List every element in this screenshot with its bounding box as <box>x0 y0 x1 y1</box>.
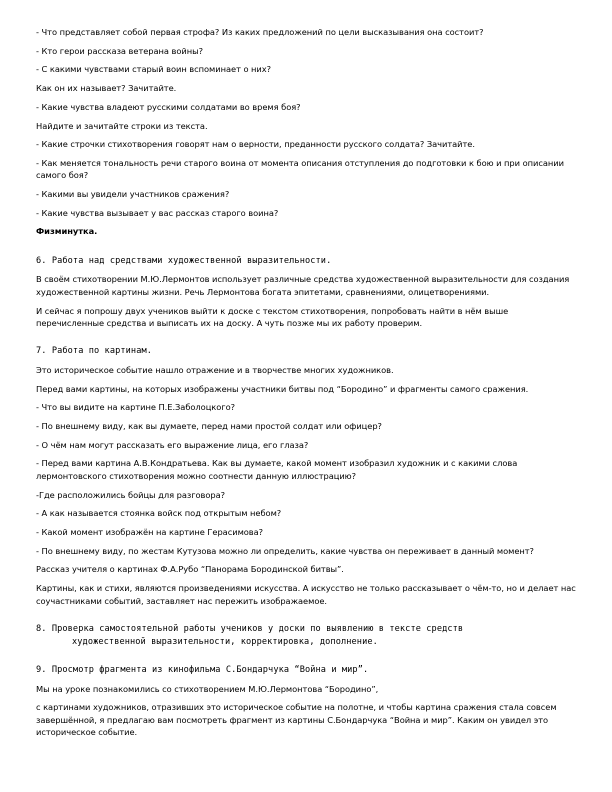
document-page <box>36 26 576 745</box>
fizminutka-label: Физминутка. <box>36 226 98 237</box>
section-6-paragraph: И сейчас я попрошу двух учеников выйти к доске с текстом стихотворения, попробовать найти в нём выше перечисленные средства и выписать их на доску. А чуть позже мы их работу проверим. <box>36 305 509 328</box>
section-7-paragraph: Это историческое событие нашло отражение и в творчестве многих художников. <box>36 364 394 375</box>
section-9-paragraph: с картинами художников, отразивших это историческое событие на полотне, и чтобы картина сражения стала совсем завершённой, я предлагаю вам посмотреть фрагмент из картины С.Бондарчука “Война и мир”. Каким он увидел это историческое событие. <box>36 702 557 738</box>
section-7-question: - По внешнему виду, по жестам Кутузова можно ли определить, какие чувства он переживает в данный момент? <box>36 545 534 556</box>
question-story-heroes: - Кто герои рассказа ветерана войны? <box>36 45 203 56</box>
instruction-find-lines: Найдите и зачитайте строки из текста. <box>36 120 208 131</box>
question-what-first-stanza: - Что представляет собой первая строфа? Из каких предложений по цели высказывания она состоит? <box>36 27 484 37</box>
section-7-question: - По внешнему виду, как вы думаете, перед нами простой солдат или офицер? <box>36 421 382 432</box>
section-6-heading: 6. Работа над средствами художественной выразительности. <box>36 255 332 266</box>
section-7-paragraph: Перед вами картины, на которых изображены участники битвы под “Бородино” и фрагменты самого сражения. <box>36 383 529 394</box>
section-9-paragraph: Мы на уроке познакомились со стихотворением М.Ю.Лермонтова “Бородино”, <box>36 683 379 694</box>
section-7-question: - Перед вами картина А.В.Кондратьева. Как вы думаете, какой момент изобразил художник и с какими слова лермонтовского стихотворения можно соотнести данную иллюстрацию? <box>36 458 518 481</box>
section-7-question: - Что вы видите на картине П.Е.Заболоцкого? <box>36 402 235 413</box>
section-7-question: - А как называется стоянка войск под открытым небом? <box>36 508 282 519</box>
section-8-heading-line2: художественной выразительности, корректировка, дополнение. <box>72 636 378 647</box>
section-7-question: - Какой момент изображён на картине Герасимова? <box>36 526 264 537</box>
question-feelings-battle: - Какие чувства владеют русскими солдатами во время боя? <box>36 101 301 112</box>
section-8-heading <box>36 623 576 648</box>
section-6-paragraph: В своём стихотворении М.Ю.Лермонтов использует различные средства художественной выразительности для создания художественной картины жизни. Речь Лермонтова богата эпитетами, сравнениями, олицетворениями. <box>36 274 570 297</box>
section-9-heading: 9. Просмотр фрагмента из кинофильма С.Бондарчука “Война и мир”. <box>36 665 369 676</box>
question-tonality: - Как меняется тональность речи старого воина от момента описания отступления до подготовки к бою и при описании самого боя? <box>36 157 564 181</box>
question-your-feelings: - Какие чувства вызывает у вас рассказ старого воина? <box>36 207 279 218</box>
question-how-call: Как он их называет? Зачитайте. <box>36 83 177 94</box>
section-8-heading-line1: 8. Проверка самостоятельной работы учеников у доски по выявлению в тексте средств <box>36 623 464 634</box>
section-7-question: - О чём нам могут рассказать его выражение лица, его глаза? <box>36 439 309 450</box>
section-7-question: -Где расположились бойцы для разговора? <box>36 489 226 500</box>
question-participants: - Какими вы увидели участников сражения? <box>36 189 230 200</box>
section-7-heading: 7. Работа по картинам. <box>36 346 153 357</box>
question-feelings-remember: - С какими чувствами старый воин вспоминает о них? <box>36 64 271 75</box>
question-loyalty-lines: - Какие строчки стихотворения говорят нам о верности, преданности русского солдата? Зачитайте. <box>36 139 475 150</box>
section-7-paragraph: Картины, как и стихи, являются произведениями искусства. А искусство не только рассказывает о чём-то, но и делает нас соучастниками событий, заставляет нас пережить изображаемое. <box>36 583 576 606</box>
section-7-paragraph: Рассказ учителя о картинах Ф.А.Рубо “Панорама Бородинской битвы”. <box>36 564 344 575</box>
